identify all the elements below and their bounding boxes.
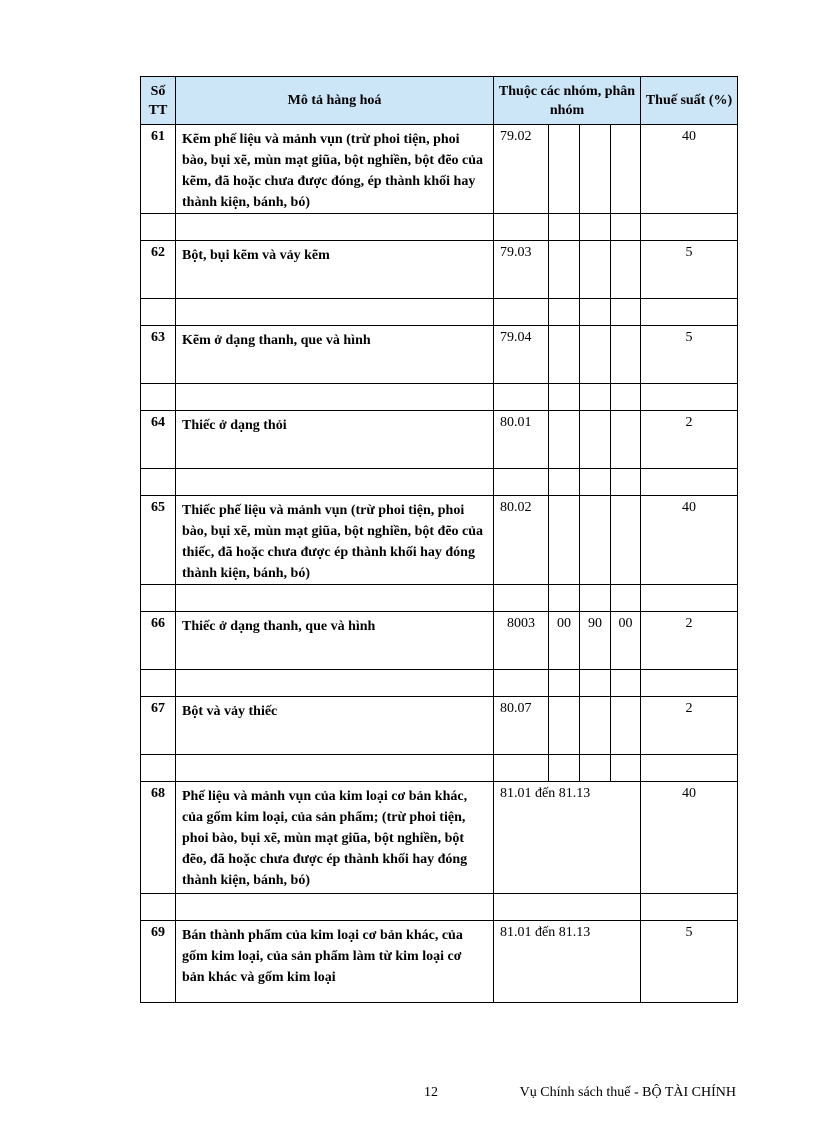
tariff-table xyxy=(140,76,738,1003)
spacer-row xyxy=(141,585,738,612)
row-number: 69 xyxy=(141,921,176,1003)
row-rate: 2 xyxy=(641,612,738,670)
spacer-cell xyxy=(141,670,176,697)
row-code-range: 81.01 đến 81.13 xyxy=(494,782,641,894)
row-subgroup-2 xyxy=(580,125,611,214)
spacer-cell xyxy=(549,755,580,782)
spacer-cell xyxy=(494,384,549,411)
row-description: Thiếc ở dạng thanh, que và hình xyxy=(176,612,494,670)
row-number: 65 xyxy=(141,496,176,585)
spacer-cell xyxy=(611,384,641,411)
spacer-cell xyxy=(176,670,494,697)
row-subgroup-2 xyxy=(580,697,611,755)
row-description: Bột, bụi kẽm và vảy kẽm xyxy=(176,241,494,299)
spacer-cell xyxy=(176,299,494,326)
row-subgroup-1 xyxy=(549,697,580,755)
spacer-cell xyxy=(641,585,738,612)
spacer-cell xyxy=(494,585,549,612)
spacer-cell xyxy=(176,469,494,496)
row-number: 62 xyxy=(141,241,176,299)
row-subgroup-2: 90 xyxy=(580,612,611,670)
row-rate: 2 xyxy=(641,697,738,755)
row-rate: 40 xyxy=(641,496,738,585)
spacer-cell xyxy=(141,585,176,612)
table-row xyxy=(141,921,738,1003)
spacer-cell xyxy=(611,469,641,496)
row-subgroup-3: 00 xyxy=(611,612,641,670)
row-rate: 40 xyxy=(641,782,738,894)
row-subgroup-1 xyxy=(549,496,580,585)
header-row xyxy=(141,77,738,125)
row-subgroup-1 xyxy=(549,125,580,214)
spacer-cell xyxy=(641,894,738,921)
spacer-cell xyxy=(580,469,611,496)
row-code: 8003 xyxy=(494,612,549,670)
header-description: Mô tả hàng hoá xyxy=(176,77,494,125)
row-subgroup-2 xyxy=(580,326,611,384)
spacer-cell xyxy=(141,469,176,496)
spacer-cell xyxy=(494,469,549,496)
row-code: 79.04 xyxy=(494,326,549,384)
row-description: Kẽm phế liệu và mảnh vụn (trừ phoi tiện, phoi bào, bụi xẽ, mùn mạt giũa, bột nghiền, bột đẽo của kẽm, đã hoặc chưa được đóng, ép thành khối hay thành kiện, bánh, bó) xyxy=(176,125,494,214)
spacer-cell xyxy=(641,469,738,496)
row-subgroup-2 xyxy=(580,496,611,585)
row-number: 63 xyxy=(141,326,176,384)
row-subgroup-2 xyxy=(580,241,611,299)
spacer-cell xyxy=(580,585,611,612)
row-code: 79.02 xyxy=(494,125,549,214)
row-number: 68 xyxy=(141,782,176,894)
row-number: 61 xyxy=(141,125,176,214)
spacer-cell xyxy=(176,894,494,921)
row-description: Phế liệu và mảnh vụn của kim loại cơ bản khác, của gốm kim loại, của sản phẩm; (trừ phoi tiện, phoi bào, bụi xẽ, mùn mạt giũa, bột nghiền, bột đẽo, đã hoặc chưa được ép thành khối hay đóng thành kiện, bánh, bó) xyxy=(176,782,494,894)
table-row xyxy=(141,697,738,755)
row-description: Thiếc ở dạng thỏi xyxy=(176,411,494,469)
spacer-cell xyxy=(549,585,580,612)
spacer-cell xyxy=(641,299,738,326)
row-number: 67 xyxy=(141,697,176,755)
table-row xyxy=(141,125,738,214)
spacer-cell xyxy=(141,384,176,411)
row-subgroup-2 xyxy=(580,411,611,469)
row-code-range: 81.01 đến 81.13 xyxy=(494,921,641,1003)
spacer-cell xyxy=(549,384,580,411)
spacer-cell xyxy=(611,755,641,782)
spacer-row xyxy=(141,894,738,921)
spacer-cell xyxy=(141,299,176,326)
spacer-cell xyxy=(611,585,641,612)
spacer-cell xyxy=(549,670,580,697)
row-subgroup-3 xyxy=(611,326,641,384)
spacer-row xyxy=(141,469,738,496)
table-row xyxy=(141,326,738,384)
spacer-row xyxy=(141,670,738,697)
spacer-cell xyxy=(176,585,494,612)
row-subgroup-3 xyxy=(611,125,641,214)
row-subgroup-3 xyxy=(611,241,641,299)
table-row xyxy=(141,411,738,469)
row-subgroup-1 xyxy=(549,241,580,299)
spacer-cell xyxy=(494,670,549,697)
spacer-cell xyxy=(141,755,176,782)
spacer-cell xyxy=(641,384,738,411)
spacer-cell xyxy=(549,214,580,241)
spacer-cell xyxy=(494,214,549,241)
header-rate: Thuế suất (%) xyxy=(641,77,738,125)
row-description: Thiếc phế liệu và mảnh vụn (trừ phoi tiện, phoi bào, bụi xẽ, mùn mạt giũa, bột nghiền, bột đẽo của thiếc, đã hoặc chưa được ép thành khối hay đóng thành kiện, bánh, bó) xyxy=(176,496,494,585)
header-no: Số TT xyxy=(141,77,176,125)
row-subgroup-3 xyxy=(611,697,641,755)
footer-organization: Vụ Chính sách thuế - BỘ TÀI CHÍNH xyxy=(519,1085,736,1100)
table-row xyxy=(141,612,738,670)
page-number: 12 xyxy=(424,1085,438,1100)
row-subgroup-1 xyxy=(549,326,580,384)
table-body xyxy=(141,125,738,1003)
row-description: Bột và vảy thiếc xyxy=(176,697,494,755)
spacer-row xyxy=(141,384,738,411)
row-number: 64 xyxy=(141,411,176,469)
table-row xyxy=(141,782,738,894)
spacer-row xyxy=(141,214,738,241)
header-group: Thuộc các nhóm, phân nhóm xyxy=(494,77,641,125)
spacer-cell xyxy=(494,894,641,921)
row-subgroup-3 xyxy=(611,411,641,469)
spacer-cell xyxy=(494,755,549,782)
row-code: 80.07 xyxy=(494,697,549,755)
spacer-cell xyxy=(176,384,494,411)
spacer-cell xyxy=(580,299,611,326)
spacer-cell xyxy=(641,214,738,241)
spacer-cell xyxy=(176,214,494,241)
row-subgroup-1 xyxy=(549,411,580,469)
spacer-cell xyxy=(494,299,549,326)
spacer-cell xyxy=(580,670,611,697)
row-code: 80.02 xyxy=(494,496,549,585)
spacer-cell xyxy=(141,214,176,241)
row-rate: 5 xyxy=(641,326,738,384)
spacer-cell xyxy=(549,469,580,496)
spacer-cell xyxy=(611,670,641,697)
row-number: 66 xyxy=(141,612,176,670)
spacer-cell xyxy=(580,384,611,411)
spacer-cell xyxy=(141,894,176,921)
table-row xyxy=(141,496,738,585)
row-subgroup-1: 00 xyxy=(549,612,580,670)
row-subgroup-3 xyxy=(611,496,641,585)
table-row xyxy=(141,241,738,299)
spacer-cell xyxy=(176,755,494,782)
spacer-cell xyxy=(641,670,738,697)
spacer-cell xyxy=(641,755,738,782)
row-description: Bán thành phẩm của kim loại cơ bản khác, của gốm kim loại, của sản phẩm làm từ kim loại cơ bản khác và gốm kim loại xyxy=(176,921,494,1003)
spacer-cell xyxy=(611,299,641,326)
spacer-cell xyxy=(611,214,641,241)
row-rate: 5 xyxy=(641,241,738,299)
row-rate: 40 xyxy=(641,125,738,214)
row-rate: 5 xyxy=(641,921,738,1003)
row-rate: 2 xyxy=(641,411,738,469)
row-code: 79.03 xyxy=(494,241,549,299)
spacer-cell xyxy=(549,299,580,326)
row-code: 80.01 xyxy=(494,411,549,469)
row-description: Kẽm ở dạng thanh, que và hình xyxy=(176,326,494,384)
spacer-cell xyxy=(580,755,611,782)
spacer-row xyxy=(141,755,738,782)
spacer-cell xyxy=(580,214,611,241)
spacer-row xyxy=(141,299,738,326)
